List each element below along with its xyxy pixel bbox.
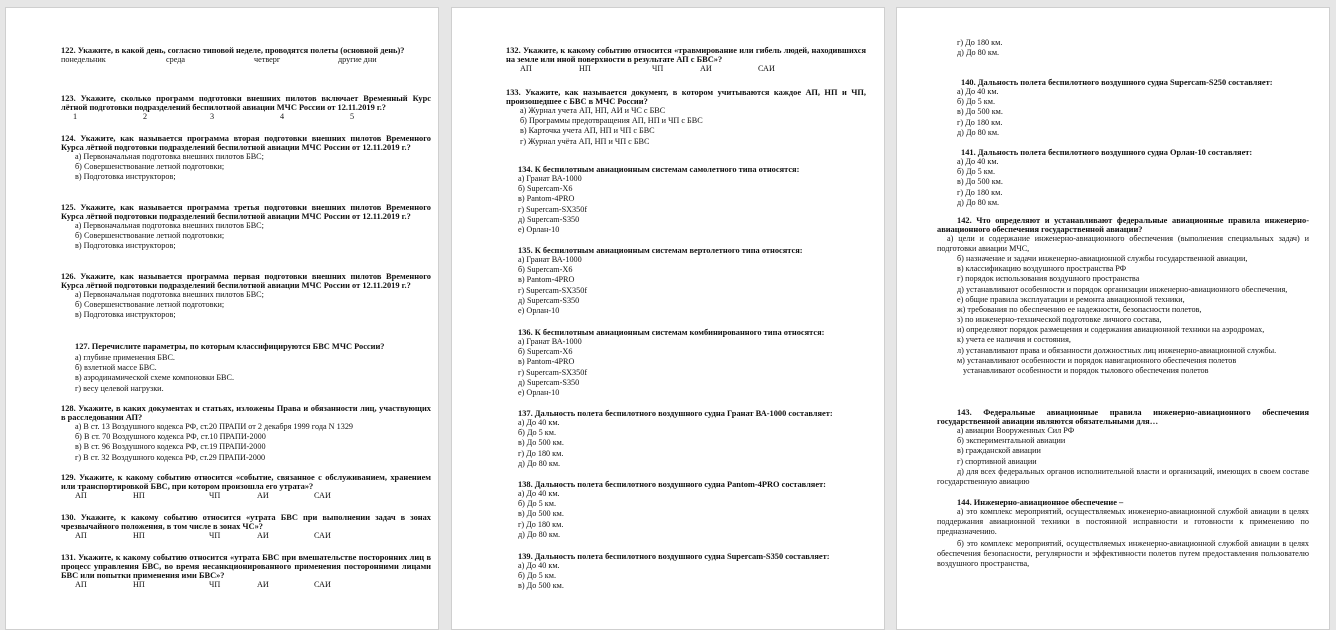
answer-option: в) Pantom-4PRO — [518, 275, 575, 285]
answer-option: д) До 80 км. — [957, 127, 1000, 137]
question-text: 129. Укажите, к какому событию относится «событие, связанное с обслуживанием, хранением или транспортировкой БВС, при котором произошла его утрата»? — [61, 473, 431, 491]
answer-row — [61, 531, 431, 541]
answer-option: а) это комплекс мероприятий, осуществляемых инженерно-авиационной службой авиации в целях поддержания авиационной техники в постоянной исправности и готовности к применению по предназначению. — [937, 507, 1309, 536]
answer-option: а) глубине применения БВС. — [75, 353, 175, 362]
question-136 — [518, 328, 866, 398]
question-text: 136. К беспилотным авиационным системам комбинированного типа относятся: — [518, 328, 825, 337]
answer-option: понедельник — [61, 55, 106, 64]
answer-option: д) До 80 км. — [957, 48, 1000, 58]
question-137 — [518, 409, 866, 469]
answer-option: б) Совершенствование летной подготовки; — [75, 231, 225, 241]
answer-option: д) До 80 км. — [518, 529, 561, 539]
answer-option: в) До 500 км. — [957, 107, 1003, 117]
answer-option: а) авиации Вооруженных Сил РФ — [957, 426, 1075, 435]
answer-option: д) Supercam-S350 — [518, 295, 580, 305]
answer-option: в) Подготовка инструкторов; — [75, 241, 176, 251]
question-text: 122. Укажите, в какой день, согласно типовой неделе, проводятся полеты (основной день)? — [61, 46, 405, 55]
answer-option: б) назначение и задачи инженерно-авиационной службы государственной авиации, — [957, 254, 1248, 263]
answer-option: е) Орлан-10 — [518, 388, 560, 398]
answer-option: четверг — [254, 55, 281, 64]
answer-option: а) цели и содержание инженерно-авиационного обеспечения (выполнения специальных задач) и подготовки авиации МЧС, — [937, 234, 1309, 253]
answer-option: а) Гранат ВА-1000 — [518, 174, 582, 183]
question-text: 126. Укажите, как называется программа первая подготовки внешних пилотов Временного Курса лётной подготовки подразделений беспилотной авиации МЧС России от 12.11.2019 г.? — [61, 272, 431, 290]
answer-row — [61, 112, 431, 122]
answer-option: 3 — [210, 112, 215, 121]
answer-option: е) Орлан-10 — [518, 225, 560, 235]
answer-option: в) гражданской авиации — [957, 446, 1041, 456]
question-text: 130. Укажите, к какому событию относится «утрата БВС при выполнении задач в зонах чрезвычайного положения, в том числе в зонах ЧС»? — [61, 513, 431, 531]
answer-option: д) До 80 км. — [518, 458, 561, 468]
answer-option: а) До 40 км. — [957, 157, 999, 166]
answer-option: НП — [133, 491, 145, 500]
answer-option: д) для всех федеральных органов исполнительной власти и организаций, имеющих в своем составе государственную авиацию — [937, 466, 1309, 486]
question-text: 132. Укажите, к какому событию относится «травмирование или гибель людей, находившихся на земле или иной поверхности в результате АП с БВС»? — [506, 46, 866, 64]
answer-option: в) Pantom-4PRO — [518, 194, 575, 204]
question-text: 125. Укажите, как называется программа третья подготовки внешних пилотов Временного Курса лётной подготовки подразделений беспилотной авиации МЧС России от 12.11.2019 г.? — [61, 203, 431, 221]
answer-option: а) До 40 км. — [518, 561, 560, 570]
question-text: 124. Укажите, как называется программа вторая подготовки внешних пилотов Временного Курса лётной подготовки подразделений беспилотной авиации МЧС России от 12.11.2019 г.? — [61, 134, 431, 152]
answer-option: г) До 180 км. — [957, 38, 1003, 47]
answer-option: б) Supercam-X6 — [518, 265, 573, 275]
answer-option: б) Совершенствование летной подготовки; — [75, 300, 225, 310]
answer-option: в) Подготовка инструкторов; — [75, 310, 176, 320]
answer-row — [61, 580, 431, 590]
question-text: 144. Инженерно-авиационное обеспечение – — [957, 498, 1124, 507]
answer-option: б) Программы предотвращения АП, НП и ЧП с БВС — [520, 116, 703, 126]
answer-option: г) Supercam-SX350f — [518, 285, 588, 295]
answer-option: НП — [133, 580, 145, 589]
answer-option: АП — [520, 64, 532, 73]
answer-option: г) До 180 км. — [957, 187, 1003, 197]
question-text: 138. Дальность полета беспилотного воздушного судна Pantom-4PRO составляет: — [518, 480, 826, 489]
question-text: 127. Перечислите параметры, по которым классифицируются БВС МЧС России? — [75, 342, 385, 351]
answer-option: а) Гранат ВА-1000 — [518, 255, 582, 264]
question-text: 142. Что определяют и устанавливают федеральные авиационные правила инженерно-авиационного обеспечения государственной авиации? — [937, 216, 1309, 234]
question-text: 139. Дальность полета беспилотного воздушного судна Supercam-S350 составляет: — [518, 552, 830, 561]
answer-option: а) Журнал учета АП, НП, АИ и ЧС с БВС — [520, 106, 666, 115]
question-127 — [75, 342, 431, 394]
answer-option: в) аэродинамической схеме компоновки БВС. — [75, 373, 235, 383]
answer-option: а) Первоначальная подготовка внешних пилотов БВС; — [75, 152, 264, 161]
answer-option: г) До 180 км. — [518, 519, 564, 529]
answer-option: среда — [166, 55, 186, 64]
answer-option: в) До 500 км. — [518, 509, 564, 519]
answer-option: а) До 40 км. — [518, 489, 560, 498]
question-128 — [61, 404, 431, 463]
answer-option: д) устанавливают особенности и порядок организации инженерно-авиационного обеспечения, — [957, 284, 1288, 294]
answer-option: м) устанавливают особенности и порядок навигационного обеспечения полетов — [957, 355, 1237, 365]
question-text: 123. Укажите, сколько программ подготовки внешних пилотов включает Временный Курс лётной подготовки подразделений беспилотной авиации МЧС России от 12.11.2019 г.? — [61, 94, 431, 112]
answer-option: 1 — [73, 112, 78, 121]
answer-row — [506, 64, 866, 74]
answer-option: б) До 5 км. — [518, 428, 557, 438]
answer-option: в) классификацию воздушного пространства РФ — [957, 264, 1127, 274]
answer-option: в) До 500 км. — [518, 438, 564, 448]
answer-option: в) До 500 км. — [957, 177, 1003, 187]
document-page-3 — [896, 7, 1330, 630]
question-122 — [61, 46, 431, 65]
answer-row — [61, 491, 431, 501]
answer-option: а) До 40 км. — [957, 87, 999, 96]
question-138 — [518, 480, 866, 540]
answer-option: НП — [579, 64, 591, 73]
answer-option: б) До 5 км. — [518, 499, 557, 509]
question-144 — [937, 498, 1309, 569]
question-text: 131. Укажите, к какому событию относится «утрата БВС при вмешательстве посторонних лиц в процесс управления БВС, во время несанкционированного применения посторонними лицами БВС или попытки применения ими БВС»? — [61, 553, 431, 580]
answer-option: д) Supercam-S350 — [518, 214, 580, 224]
question-text: 135. К беспилотным авиационным системам вертолетного типа относятся: — [518, 246, 803, 255]
question-139 — [518, 552, 866, 592]
answer-option: ЧП — [209, 531, 221, 540]
answer-option: г) спортивной авиации — [957, 456, 1037, 466]
answer-option: АП — [75, 580, 87, 589]
answer-option: в) Pantom-4PRO — [518, 357, 575, 367]
answer-option: НП — [133, 531, 145, 540]
answer-option: другие дни — [338, 55, 377, 64]
answer-option: САИ — [314, 531, 331, 540]
question-text: 140. Дальность полета беспилотного воздушного судна Supercam-S250 составляет: — [961, 78, 1273, 87]
answer-option: 4 — [280, 112, 285, 121]
answer-option: б) До 5 км. — [518, 571, 557, 581]
question-126 — [61, 272, 431, 321]
answer-option: г) весу целевой нагрузки. — [75, 383, 164, 393]
question-129 — [61, 473, 431, 501]
answer-option: г) В ст. 32 Воздушного кодекса РФ, ст.29 ПРАПИ-2000 — [75, 452, 266, 462]
question-143 — [937, 408, 1309, 487]
answer-option: б) экспериментальной авиации — [957, 436, 1066, 446]
answer-option: и) определяют порядок размещения и содержания авиационной техники на аэродромах, — [957, 325, 1265, 335]
answer-option: 2 — [143, 112, 148, 121]
question-140 — [957, 78, 1307, 138]
answer-option: а) Первоначальная подготовка внешних пилотов БВС; — [75, 221, 264, 230]
answer-option: г) порядок использования воздушного пространства — [957, 274, 1140, 284]
question-142 — [937, 216, 1309, 376]
answer-option: АП — [75, 491, 87, 500]
question-125 — [61, 203, 431, 252]
answer-option: АП — [75, 531, 87, 540]
answer-row — [61, 55, 431, 65]
answer-option: б) Совершенствование летной подготовки; — [75, 162, 225, 172]
answer-option: б) это комплекс мероприятий, осуществляемых инженерно-авиационной службой авиации в целях обеспечения безопасности, регулярности и эффективности полетов путем предоставления пользователю воздушного пространства, — [937, 539, 1309, 568]
answer-option: б) взлетной массе БВС. — [75, 363, 157, 373]
document-page-2 — [451, 7, 885, 630]
question-text: 137. Дальность полета беспилотного воздушного судна Гранат ВА-1000 составляет: — [518, 409, 833, 418]
answer-option: е) Орлан-10 — [518, 306, 560, 316]
answer-option: г) Supercam-SX350f — [518, 204, 588, 214]
answer-option: 5 — [350, 112, 355, 121]
answer-option: а) В ст. 13 Воздушного кодекса РФ, ст.20 ПРАПИ от 2 декабря 1999 года N 1329 — [75, 422, 354, 431]
answer-option: САИ — [314, 580, 331, 589]
answer-option: г) До 180 км. — [957, 117, 1003, 127]
question-139-continued — [957, 38, 1307, 58]
question-131 — [61, 553, 431, 590]
answer-option: а) Первоначальная подготовка внешних пилотов БВС; — [75, 290, 264, 299]
answer-option: г) До 180 км. — [518, 448, 564, 458]
answer-option: а) До 40 км. — [518, 418, 560, 427]
question-134 — [518, 165, 866, 235]
question-text: 134. К беспилотным авиационным системам самолетного типа относятся: — [518, 165, 800, 174]
answer-option: АИ — [257, 491, 269, 500]
answer-option: АИ — [700, 64, 712, 73]
answer-option: б) Supercam-X6 — [518, 184, 573, 194]
answer-option: ЧП — [209, 580, 221, 589]
question-135 — [518, 246, 866, 316]
document-page-1 — [5, 7, 439, 630]
question-text: 128. Укажите, в каких документах и статьях, изложены Права и обязанности лиц, участвующих в расследовании АП? — [61, 404, 431, 422]
answer-option: г) Журнал учёта АП, НП и ЧП с БВС — [520, 136, 650, 146]
answer-option: САИ — [314, 491, 331, 500]
answer-option: д) До 80 км. — [957, 197, 1000, 207]
answer-option: з) по инженерно-технической подготовке личного состава, — [957, 315, 1162, 325]
answer-option: в) До 500 км. — [518, 581, 564, 591]
answer-option: АИ — [257, 531, 269, 540]
answer-option: ЧП — [209, 491, 221, 500]
question-141 — [957, 148, 1307, 208]
question-124 — [61, 134, 431, 183]
question-text: 141. Дальность полета беспилотного воздушного судна Орлан-10 составляет: — [961, 148, 1253, 157]
question-130 — [61, 513, 431, 541]
answer-option: е) общие правила эксплуатации и ремонта авиационной техники, — [957, 294, 1185, 304]
answer-option: а) Гранат ВА-1000 — [518, 337, 582, 346]
question-text: 143. Федеральные авиационные правила инженерно-авиационного обеспечения государственной авиации являются обязательными для… — [937, 408, 1309, 426]
answer-option: к) учета ее наличия и состояния, — [957, 335, 1071, 345]
answer-option: в) Карточка учета АП, НП и ЧП с БВС — [520, 126, 655, 136]
answer-option: б) До 5 км. — [957, 97, 996, 107]
answer-option: устанавливают особенности и порядок тылового обеспечения полетов — [963, 365, 1209, 375]
question-text: 133. Укажите, как называется документ, в котором учитываются каждое АП, НП и ЧП, произошедшее с БВС в МЧС России? — [506, 88, 866, 106]
answer-option: в) В ст. 96 Воздушного кодекса РФ, ст.19 ПРАПИ-2000 — [75, 442, 266, 452]
answer-option: д) Supercam-S350 — [518, 377, 580, 387]
answer-option: в) Подготовка инструкторов; — [75, 172, 176, 182]
question-123 — [61, 94, 431, 122]
answer-option: ж) требования по обеспечению ее надежности, безопасности полетов, — [957, 304, 1202, 314]
answer-option: б) Supercam-X6 — [518, 347, 573, 357]
question-133 — [506, 88, 866, 147]
answer-option: б) До 5 км. — [957, 167, 996, 177]
answer-option: б) В ст. 70 Воздушного кодекса РФ, ст.10 ПРАПИ-2000 — [75, 432, 266, 442]
answer-option: л) устанавливают права и обязанности должностных лиц инженерно-авиационной службы. — [957, 345, 1277, 355]
answer-option: АИ — [257, 580, 269, 589]
answer-option: САИ — [758, 64, 775, 73]
answer-option: г) Supercam-SX350f — [518, 367, 588, 377]
question-132 — [506, 46, 866, 74]
answer-option: ЧП — [652, 64, 664, 73]
